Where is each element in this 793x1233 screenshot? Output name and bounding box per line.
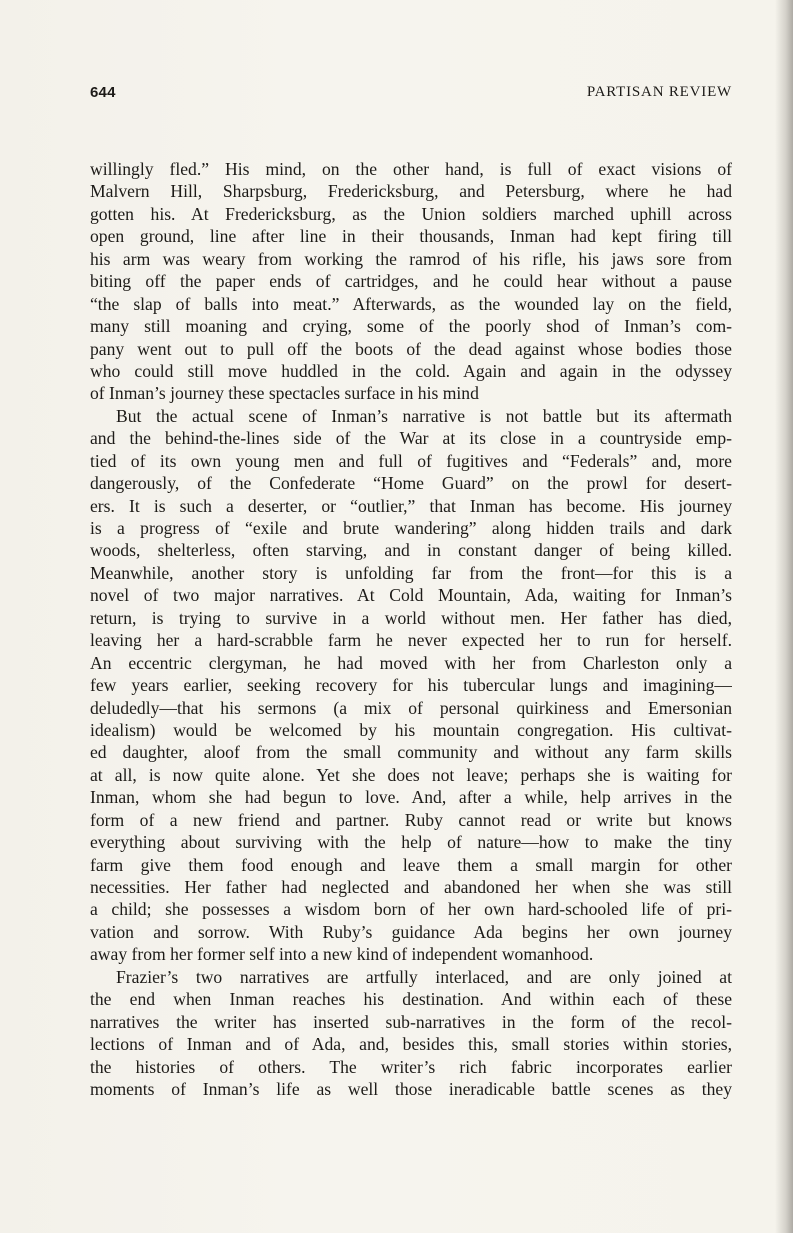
text-line: Meanwhile, another story is unfolding far from the front—for this is a [90,562,732,583]
running-head: PARTISAN REVIEW [586,84,732,100]
text-line: narratives the writer has inserted sub-narratives in the form of the recol- [90,1011,732,1032]
text-line: of Inman’s journey these spectacles surface in his mind [90,383,479,404]
text-line: vation and sorrow. With Ruby’s guidance Ada begins her own journey [90,921,732,942]
text-line: An eccentric clergyman, he had moved with her from Charleston only a [90,652,732,673]
text-line: farm give them food enough and leave them a small margin for other [90,854,732,875]
text-line: open ground, line after line in their thousands, Inman had kept firing till [90,226,732,247]
text-line: “the slap of balls into meat.” Afterwards, as the wounded lay on the field, [90,293,732,314]
text-line: at all, is now quite alone. Yet she does not leave; perhaps she is waiting for [90,764,732,785]
text-line: pany went out to pull off the boots of the dead against whose bodies those [90,338,732,359]
text-line: who could still move huddled in the cold. Again and again in the odyssey [90,360,732,381]
text-line: the end when Inman reaches his destination. And within each of these [90,989,732,1010]
paragraph-start: But the actual scene of Inman’s narrative is not battle but its aftermath [116,405,732,426]
page-header [90,84,732,108]
text-line: Inman, whom she had begun to love. And, after a while, help arrives in the [90,787,732,808]
text-line: ed daughter, aloof from the small community and without any farm skills [90,742,732,763]
text-line: form of a new friend and partner. Ruby cannot read or write but knows [90,809,732,830]
text-line: few years earlier, seeking recovery for his tubercular lungs and imagining— [90,675,732,696]
text-line: woods, shelterless, often starving, and in constant danger of being killed. [90,540,732,561]
text-line: ers. It is such a deserter, or “outlier,” that Inman has become. His journey [90,495,732,516]
text-line: return, is trying to survive in a world without men. Her father has died, [90,607,732,628]
text-line: Malvern Hill, Sharpsburg, Fredericksburg, and Petersburg, where he had [90,181,732,202]
text-line: everything about surviving with the help of nature—how to make the tiny [90,832,732,853]
page-edge-shadow [775,0,793,1233]
page-number: 644 [90,84,116,101]
text-line: his arm was weary from working the ramrod of his rifle, his jaws sore from [90,248,732,269]
text-line: lections of Inman and of Ada, and, besides this, small stories within stories, [90,1034,732,1055]
text-line: away from her former self into a new kind of independent womanhood. [90,944,594,965]
text-line: leaving her a hard-scrabble farm he never expected her to run for herself. [90,630,732,651]
text-line: gotten his. At Fredericksburg, as the Union soldiers marched uphill across [90,203,732,224]
text-line: dangerously, of the Confederate “Home Guard” on the prowl for desert- [90,473,732,494]
text-line: biting off the paper ends of cartridges, and he could hear without a pause [90,271,732,292]
text-line: moments of Inman’s life as well those ineradicable battle scenes as they [90,1078,732,1099]
text-line: novel of two major narratives. At Cold Mountain, Ada, waiting for Inman’s [90,585,732,606]
paragraph-start: Frazier’s two narratives are artfully interlaced, and are only joined at [116,966,732,987]
text-line: deludedly—that his sermons (a mix of personal quirkiness and Emersonian [90,697,732,718]
text-line: idealism) would be welcomed by his mountain congregation. His cultivat- [90,719,732,740]
body-text [90,158,732,1100]
text-line: many still moaning and crying, some of the poorly shod of Inman’s com- [90,316,732,337]
text-line: necessities. Her father had neglected and abandoned her when she was still [90,877,732,897]
text-line: tied of its own young men and full of fugitives and “Federals” and, more [90,450,732,471]
text-line: is a progress of “exile and brute wandering” along hidden trails and dark [90,518,732,538]
text-line: and the behind-the-lines side of the War at its close in a countryside emp- [90,428,732,449]
text-line: willingly fled.” His mind, on the other hand, is full of exact visions of [90,159,732,179]
text-line: a child; she possesses a wisdom born of her own hard-schooled life of pri- [90,899,732,920]
text-line: the histories of others. The writer’s rich fabric incorporates earlier [90,1056,732,1077]
